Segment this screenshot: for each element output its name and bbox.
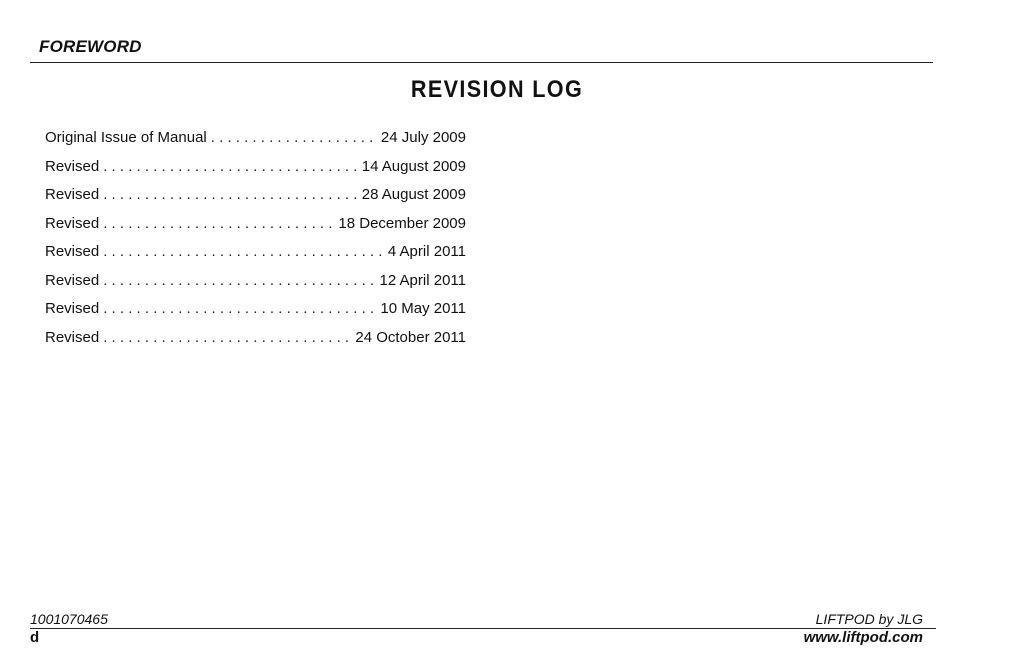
dot-leader — [211, 127, 377, 149]
footer-rule — [30, 628, 936, 629]
revision-row — [45, 241, 466, 270]
revision-row — [45, 156, 466, 185]
document-number: 1001070465 — [30, 611, 108, 627]
revision-label: Revised — [45, 214, 100, 232]
dot-leader — [103, 327, 351, 349]
dot-leader — [103, 270, 375, 292]
footer-brand: LIFTPOD by JLG — [815, 611, 923, 627]
revision-label: Revised — [45, 271, 100, 289]
footer-url: www.liftpod.com — [803, 629, 923, 646]
revision-date: 24 July 2009 — [380, 129, 466, 146]
revision-log — [45, 127, 466, 355]
revision-label: Revised — [45, 186, 100, 203]
revision-row — [45, 298, 466, 327]
revision-label: Revised — [45, 328, 100, 346]
revision-row — [45, 213, 466, 242]
header-rule — [30, 62, 933, 63]
revision-label: Revised — [45, 300, 100, 317]
section-header: FOREWORD — [39, 37, 142, 56]
dot-leader — [103, 298, 376, 320]
revision-label: Original Issue of Manual — [45, 129, 207, 146]
revision-date: 10 May 2011 — [380, 300, 466, 317]
revision-label: Revised — [45, 157, 100, 175]
revision-row — [45, 127, 466, 156]
revision-date: 24 October 2011 — [355, 328, 466, 346]
revision-row — [45, 270, 466, 299]
dot-leader — [103, 213, 334, 235]
revision-date: 14 August 2009 — [361, 157, 466, 175]
revision-date: 18 December 2009 — [338, 214, 466, 232]
dot-leader — [103, 184, 358, 206]
page-number: d — [30, 629, 40, 646]
revision-row — [45, 327, 466, 356]
dot-leader — [103, 156, 358, 178]
dot-leader — [103, 241, 384, 263]
page-title: REVISION LOG — [410, 76, 584, 103]
revision-date: 28 August 2009 — [361, 186, 466, 203]
revision-label: Revised — [45, 243, 100, 260]
revision-date: 4 April 2011 — [387, 243, 466, 260]
revision-date: 12 April 2011 — [379, 271, 466, 289]
revision-row — [45, 184, 466, 213]
